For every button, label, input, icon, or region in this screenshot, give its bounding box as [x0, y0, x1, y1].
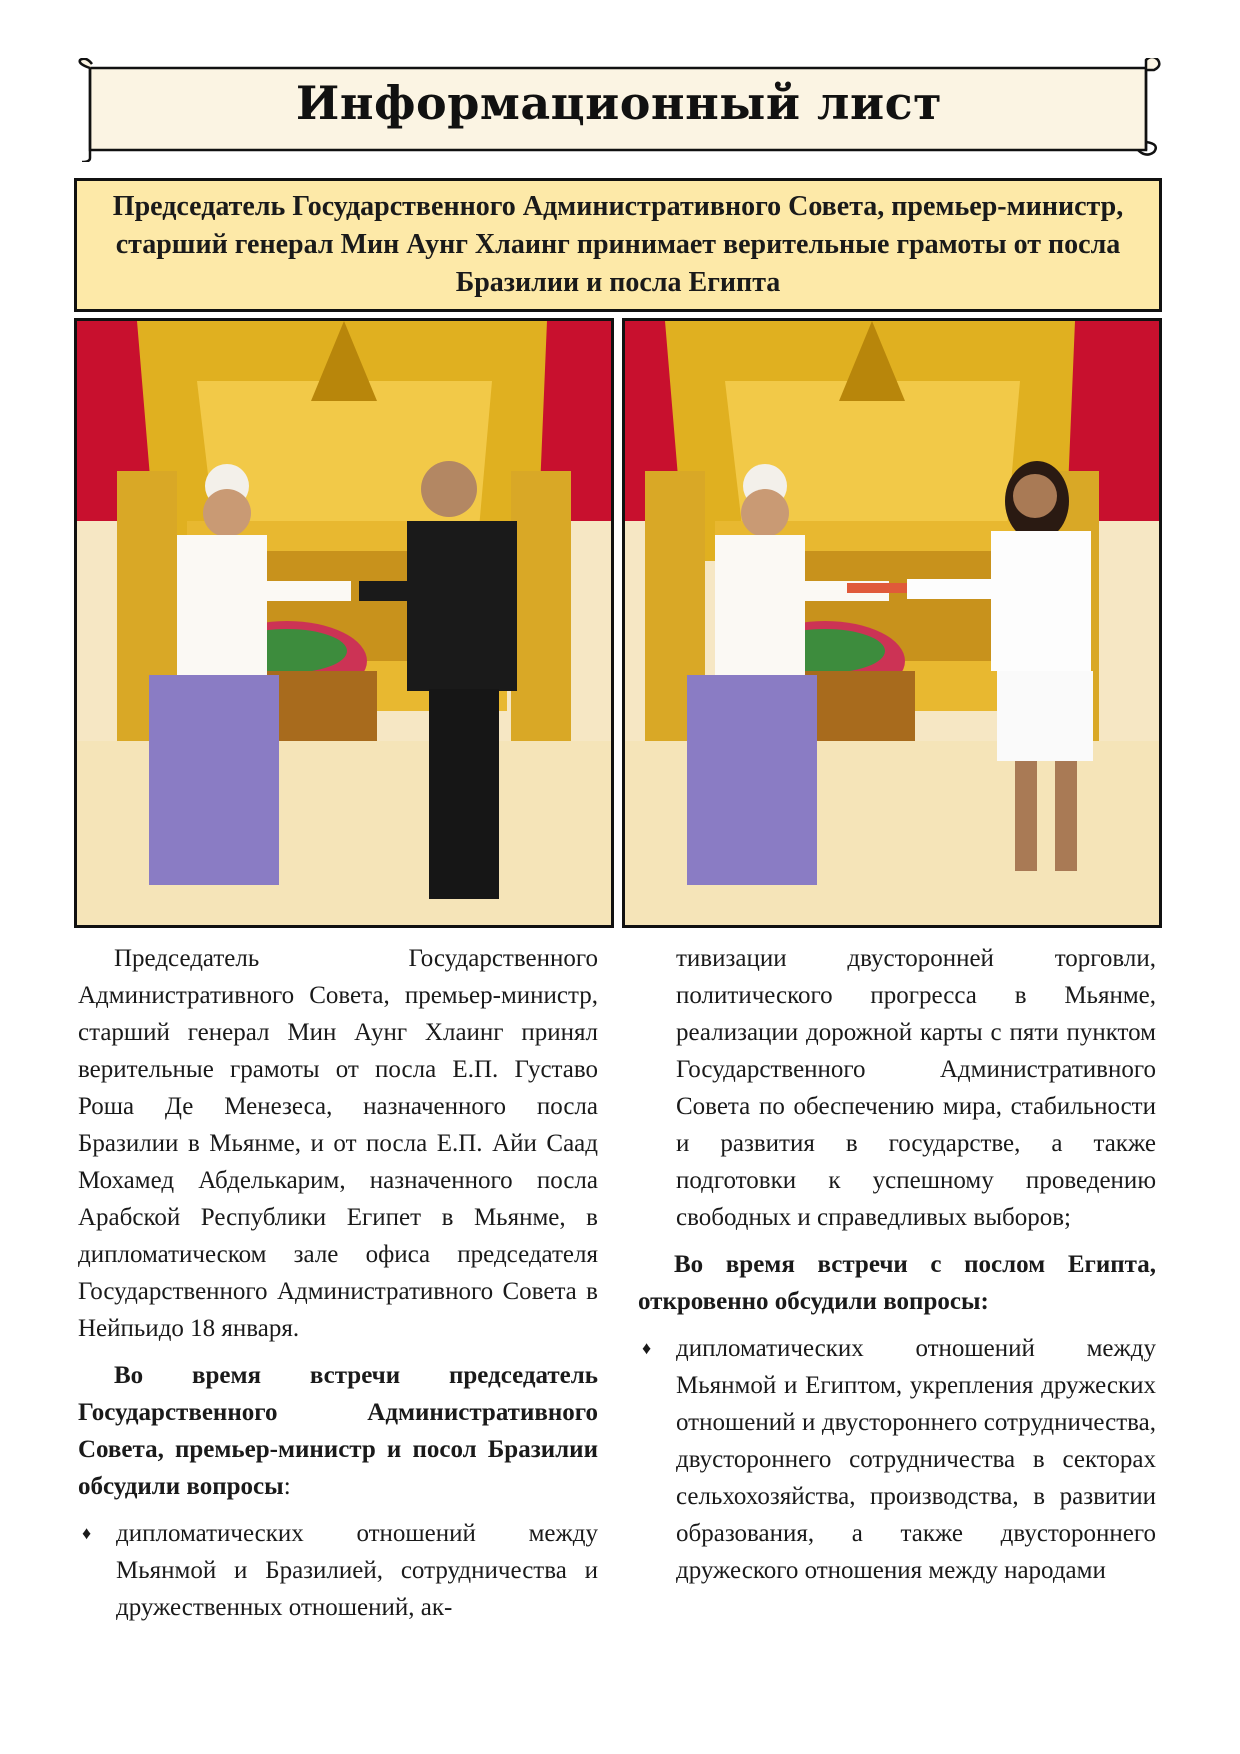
headline-box	[74, 178, 1162, 312]
brazil-lead-colon: :	[283, 1473, 291, 1500]
title-banner	[76, 58, 1162, 162]
page-title: Информационный лист	[295, 76, 943, 130]
brazil-bullet-text-part2: тивизации двусторонней торговли, политического прогресса в Мьянме, реализации дорожной карты с пяти пунктом Государственного Административного Совета по обеспечению мира, стабильности и развития в государстве, а также подготовки к успешному проведению свободных и справедливых выборов;	[676, 945, 1156, 1231]
brazil-meeting-lead	[78, 1357, 598, 1505]
headline-text: Председатель Государственного Административного Совета, премьер-министр, старший генерал Мин Аунг Хлаинг принимает верительные грамоты от посла Бразилии и посла Египта	[112, 191, 1124, 298]
list-item	[78, 1515, 598, 1626]
list-item	[638, 1330, 1156, 1589]
egypt-bullet-text: дипломатических отношений между Мьянмой и Египтом, укрепления дружеских отношений и двустороннего сотрудничества, двустороннего сотрудничества в секторах сельхохозяйства, производства, в развитии образования, а также двустороннего дружеского отношения между народами	[676, 1335, 1156, 1584]
brazil-bullet-text-part1: дипломатических отношений между Мьянмой и Бразилией, сотрудничества и дружественных отношений, ак-	[116, 1520, 598, 1621]
article-intro: Председатель Государственного Административного Совета, премьер-министр, старший генерал Мин Аунг Хлаинг принял верительные грамоты от посла Е.П. Густаво Роша Де Менезеса, назначенного посла Бразилии в Мьянме, и от посла Е.П. Айи Саад Мохамед Абделькарим, назначенного посла Арабской Республики Египет в Мьянме, в дипломатическом зале офиса председателя Государственного Административного Совета в Нейпьидо 18 января.	[78, 945, 598, 1342]
diamond-bullet-icon: ♦	[82, 1523, 92, 1543]
egypt-meeting-lead: Во время встречи с послом Египта, откровенно обсудили вопросы:	[638, 1251, 1156, 1315]
diamond-bullet-icon: ♦	[642, 1338, 652, 1358]
article-column-right	[638, 940, 1156, 1589]
brazil-lead-text: Во время встречи председатель Государственного Административного Совета, премьер-министр и посол Бразилии обсудили вопросы	[78, 1362, 598, 1500]
article-column-left	[78, 940, 598, 1626]
ceremony-photo-brazil	[74, 318, 614, 928]
ceremony-photo-egypt	[622, 318, 1162, 928]
